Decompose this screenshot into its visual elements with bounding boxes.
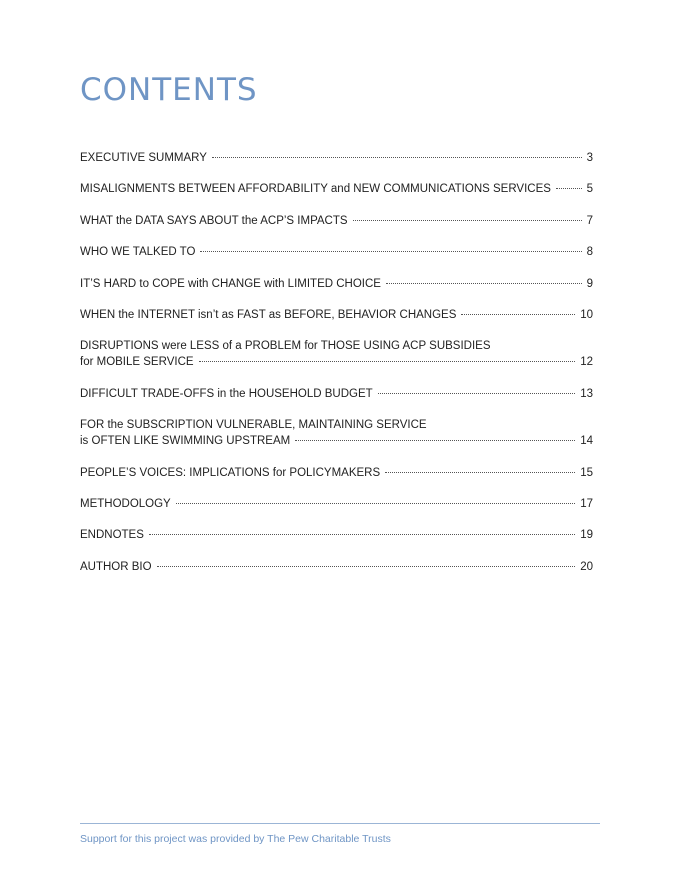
toc-entry-line <box>80 181 593 197</box>
toc-entry-page-number: 12 <box>580 356 593 369</box>
toc-entry-title: ENDNOTES <box>80 529 144 542</box>
dot-leader <box>556 188 582 189</box>
toc-entry[interactable] <box>80 496 593 512</box>
dot-leader <box>212 157 582 158</box>
toc-entry-line <box>80 496 593 512</box>
toc-entry[interactable] <box>80 181 593 197</box>
toc-entry[interactable] <box>80 244 593 260</box>
toc-entry-page-number: 9 <box>586 277 593 290</box>
toc-entry[interactable] <box>80 386 593 402</box>
page-title: CONTENTS <box>80 72 258 108</box>
toc-entry[interactable] <box>80 417 593 449</box>
toc-entry-title: AUTHOR BIO <box>80 560 152 573</box>
footer-credit: Support for this project was provided by The Pew Charitable Trusts <box>80 833 391 845</box>
toc-entry-line <box>80 150 593 166</box>
toc-entry-title: for MOBILE SERVICE <box>80 356 194 369</box>
toc-entry-page-number: 14 <box>580 435 593 448</box>
toc-entry-page-number: 17 <box>580 497 593 510</box>
toc-entry-page-number: 3 <box>586 152 593 164</box>
toc-entry-line <box>80 213 593 229</box>
toc-entry-title: WHEN the INTERNET isn’t as FAST as BEFORE, BEHAVIOR CHANGES <box>80 308 457 321</box>
dot-leader <box>199 361 576 362</box>
toc-entry-title: is OFTEN LIKE SWIMMING UPSTREAM <box>80 435 291 448</box>
toc-entry-title: PEOPLE’S VOICES: IMPLICATIONS for POLICYMAKERS <box>80 466 381 479</box>
dot-leader <box>386 283 582 284</box>
toc-entry-title: EXECUTIVE SUMMARY <box>80 152 207 164</box>
toc-entry-title: IT’S HARD to COPE with CHANGE with LIMITED CHOICE <box>80 277 381 290</box>
dot-leader <box>353 220 582 221</box>
toc-entry-title-line: DISRUPTIONS were LESS of a PROBLEM for THOSE USING ACP SUBSIDIES <box>80 340 491 353</box>
toc-entry[interactable] <box>80 276 593 292</box>
toc-entry[interactable] <box>80 527 593 543</box>
table-of-contents <box>80 150 593 575</box>
toc-entry-title: WHO WE TALKED TO <box>80 246 196 259</box>
toc-entry-title: MISALIGNMENTS BETWEEN AFFORDABILITY and NEW COMMUNICATIONS SERVICES <box>80 183 551 196</box>
toc-entry-page-number: 8 <box>586 246 593 259</box>
dot-leader <box>295 440 575 441</box>
toc-entry-page-number: 19 <box>580 529 593 542</box>
toc-entry-line <box>80 465 593 481</box>
toc-entry-title: WHAT the DATA SAYS ABOUT the ACP’S IMPACTS <box>80 214 348 227</box>
toc-entry-page-number: 13 <box>580 387 593 400</box>
toc-entry-title-line: FOR the SUBSCRIPTION VULNERABLE, MAINTAINING SERVICE <box>80 419 427 432</box>
dot-leader <box>149 534 575 535</box>
footer-divider <box>80 823 600 824</box>
toc-entry[interactable] <box>80 465 593 481</box>
toc-entry-line <box>80 527 593 543</box>
toc-entry-page-number: 15 <box>580 466 593 479</box>
dot-leader <box>200 251 581 252</box>
toc-entry-line <box>80 433 593 449</box>
toc-entry-line <box>80 386 593 402</box>
toc-entry-title: METHODOLOGY <box>80 497 171 510</box>
dot-leader <box>378 393 576 394</box>
dot-leader <box>157 566 576 567</box>
dot-leader <box>461 314 575 315</box>
toc-entry[interactable] <box>80 213 593 229</box>
toc-entry[interactable] <box>80 559 593 575</box>
toc-entry-title: DIFFICULT TRADE-OFFS in the HOUSEHOLD BUDGET <box>80 387 373 400</box>
toc-entry-page-number: 7 <box>586 214 593 227</box>
toc-entry-line <box>80 307 593 323</box>
toc-entry[interactable] <box>80 150 593 166</box>
toc-entry-line <box>80 354 593 370</box>
toc-entry-page-number: 5 <box>586 183 593 196</box>
dot-leader <box>385 472 575 473</box>
toc-entry-line <box>80 559 593 575</box>
toc-entry-line <box>80 276 593 292</box>
toc-entry[interactable] <box>80 338 593 370</box>
toc-entry[interactable] <box>80 307 593 323</box>
toc-entry-line <box>80 244 593 260</box>
toc-entry-page-number: 20 <box>580 560 593 573</box>
toc-entry-page-number: 10 <box>580 308 593 321</box>
dot-leader <box>176 503 575 504</box>
